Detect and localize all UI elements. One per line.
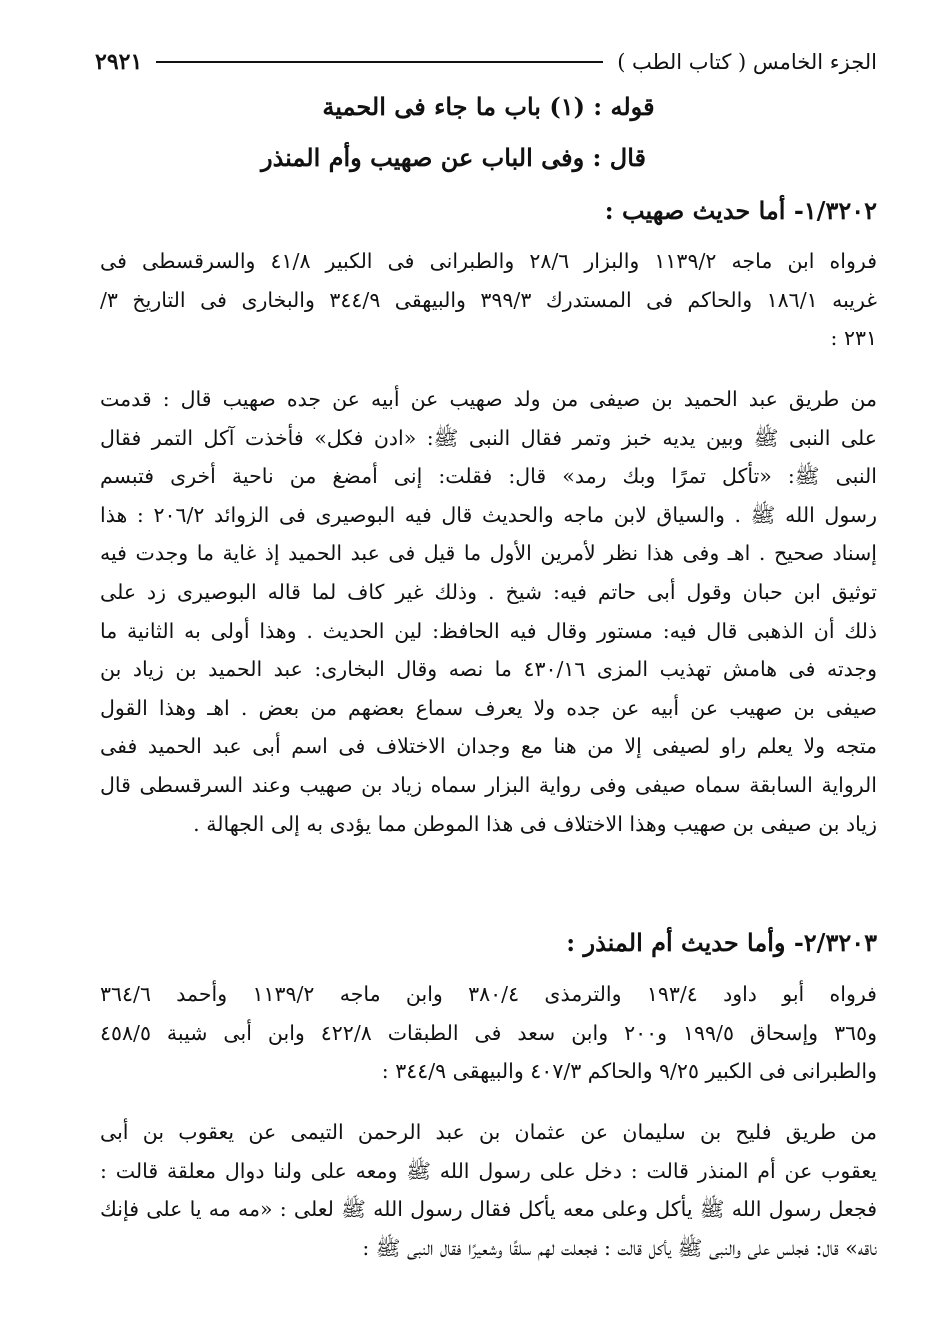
text-line: ناقه» قال: فجلس على والنبى ﷺ يأكل قالت : فجعلت لهم سلقًا وشعيرًا فقال النبى ﷺ : — [362, 1235, 877, 1260]
text-line: فرواه أبو داود ١٩٣/٤ والترمذى ٣٨٠/٤ وابن ماجه ١١٣٩/٢ وأحمد ٣٦٤/٦ — [100, 982, 877, 1006]
text-line: من طريق فليح بن سليمان عن عثمان بن عبد الرحمن التيمى عن يعقوب بن أبى — [100, 1120, 877, 1144]
text-line: من طريق عبد الحميد بن صيفى من ولد صهيب عن أبيه عن جده صهيب قال : قدمت — [100, 387, 877, 411]
text-line: إسناد صحيح . اهـ وفى هذا نظر لأمرين الأول ما قيل فى عبد الحميد إذ غاية ما وجدت فيه — [100, 541, 877, 566]
text-line: رسول الله ﷺ . والسياق لابن ماجه والحديث قال فيه البوصيرى فى الزوائد ٢٠٦/٢ : هذا — [100, 502, 877, 527]
page-number: ٢٩٢١ — [95, 49, 143, 75]
section2-isnad — [100, 1113, 877, 1267]
section1-heading: ١/٣٢٠٢- أما حديث صهيب : — [604, 196, 877, 225]
text-line: ذلك أن الذهبى قال فيه: مستور وقال فيه الحافظ: لين الحديث . وهذا أولى به الثانية ما — [100, 618, 877, 643]
text-line: متجه ولا يعلم راو لصيفى إلا من هنا مع وجدان الاختلاف فى اسم أبى عبد الحميد ففى — [100, 734, 877, 759]
bab-heading: قوله : (١) باب ما جاء فى الحمية — [322, 92, 655, 121]
text-line: فرواه ابن ماجه ١١٣٩/٢ والبزار ٢٨/٦ والطبرانى فى الكبير ٤١/٨ والسرقسطى فى — [100, 249, 877, 273]
text-line: الرواية السابقة سماه صيفى وفى رواية البزار سماه زياد بن صهيب وعند السرقسطى قال — [100, 772, 877, 797]
text-line: وجدته فى هامش تهذيب المزى ٤٣٠/١٦ ما نصه وقال البخارى: عبد الحميد بن زياد بن — [100, 657, 877, 682]
text-line: غريبه ١٨٦/١ والحاكم فى المستدرك ٣٩٩/٣ والبيهقى ٣٤٤/٩ والبخارى فى التاريخ ٣/ — [100, 287, 877, 312]
text-line: يعقوب عن أم المنذر قالت : دخل على رسول الله ﷺ ومعه على ولنا دوال معلقة قالت : — [100, 1158, 877, 1183]
qala-heading: قال : وفى الباب عن صهيب وأم المنذر — [260, 143, 646, 172]
section1-takhrij — [100, 242, 877, 358]
text-line: والطبرانى فى الكبير ٩/٢٥ والحاكم ٤٠٧/٣ والبيهقى ٣٤٤/٩ : — [381, 1059, 877, 1084]
text-line: النبى ﷺ: «تأكل تمرًا وبك رمد» قال: فقلت: إنى أمضغ من ناحية أخرى فتبسم — [100, 464, 877, 489]
text-line: على النبى ﷺ وبين يديه خبز وتمر فقال النبى ﷺ: «ادن فكل» فأخذت آكل التمر فقال — [100, 425, 877, 450]
text-line: فجعل رسول الله ﷺ يأكل وعلى معه يأكل فقال رسول الله ﷺ لعلى : «مه مه يا على فإنك — [100, 1197, 877, 1222]
text-line: زياد بن صيفى بن صهيب وهذا الاختلاف فى هذا الموطن مما يؤدى به إلى الجهالة . — [193, 811, 877, 836]
text-line: صيفى بن صهيب عن أبيه عن جده ولا يعرف سماع بعضهم من بعض . اهـ وهذا القول — [100, 695, 877, 720]
section1-isnad — [100, 380, 877, 843]
text-line: و٣٦٥ وإسحاق ١٩٩/٥ و٢٠٠ وابن سعد فى الطبقات ٤٢٢/٨ وابن أبى شيبة ٤٥٨/٥ — [100, 1020, 877, 1045]
running-header — [95, 42, 877, 82]
running-title: الجزء الخامس ( كتاب الطب ) — [617, 50, 877, 74]
section2-takhrij — [100, 975, 877, 1091]
text-line: توثيق ابن حبان وقول أبى حاتم فيه: شيخ . وذلك غير كاف لما قاله البوصيرى زد على — [100, 579, 877, 604]
text-line: ٢٣١ : — [830, 326, 877, 351]
section2-heading: ٢/٣٢٠٣- وأما حديث أم المنذر : — [566, 928, 877, 957]
header-rule — [156, 61, 603, 63]
